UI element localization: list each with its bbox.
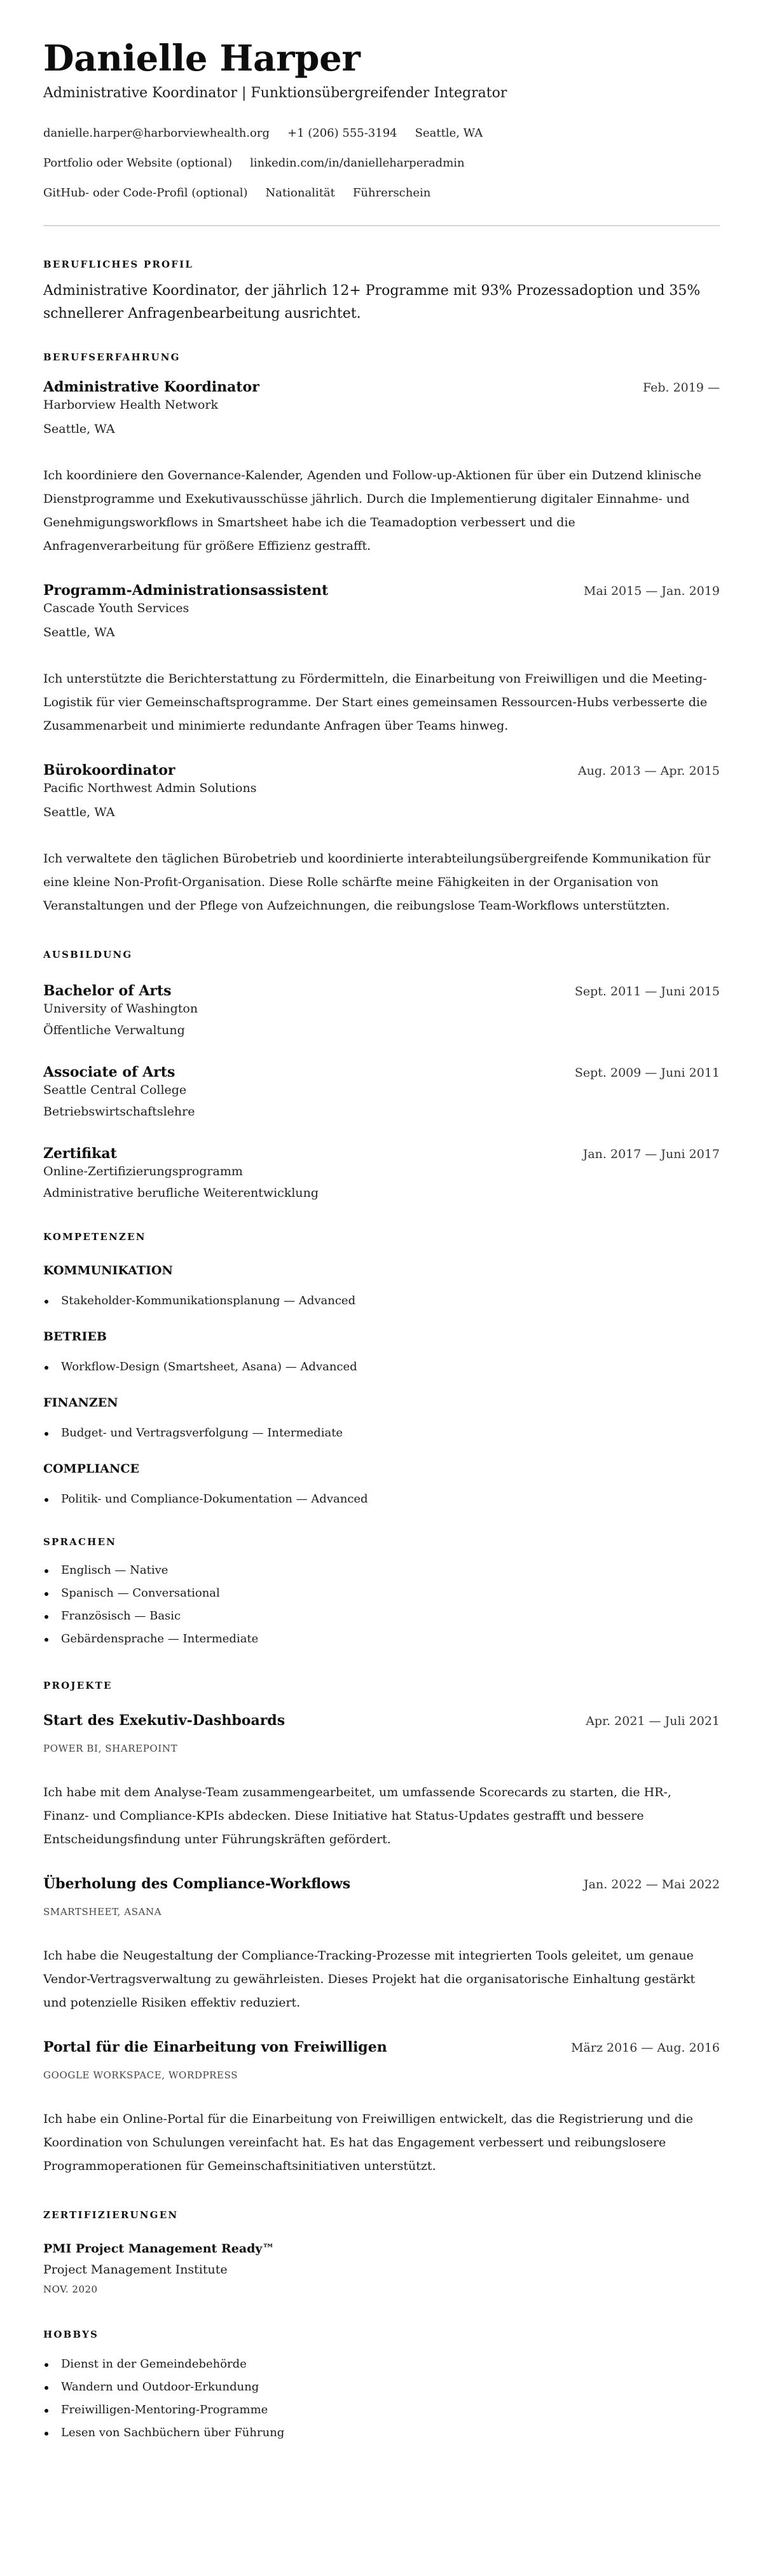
section-title-certifications: ZERTIFIZIERUNGEN: [43, 2209, 179, 2221]
language-item: Englisch — Native: [43, 1562, 720, 1579]
skill-category-title: COMPLIANCE: [43, 1462, 139, 1476]
education-date: Jan. 2017 — Juni 2017: [582, 1147, 720, 1161]
degree-title: Associate of Arts: [43, 1064, 175, 1080]
skill-category: [43, 1262, 720, 1309]
contact-drivers-license: Führerschein: [352, 186, 431, 200]
section-experience: [43, 351, 720, 918]
contact-row-links: [43, 156, 720, 171]
school-name: Seattle Central College: [43, 1083, 187, 1097]
project-tags: SMARTSHEET, ASANA: [43, 1906, 162, 1918]
hobby-item: Dienst in der Gemeindebehörde: [43, 2356, 720, 2373]
project-item: [43, 1711, 720, 1851]
section-title-projects: PROJEKTE: [43, 1680, 113, 1691]
job-location: Seattle, WA: [43, 625, 115, 639]
project-description: Ich habe mit dem Analyse-Team zusammengearbeitet, um umfassende Scorecards zu starten, die HR-, Finanz- und Compliance-KPIs abdecken. Diese Initiative hat Status-Updates gestrafft und bessere Entscheidungsfindung unter Führungskräften gefördert.: [43, 1785, 671, 1846]
education-date: Sept. 2011 — Juni 2015: [574, 985, 720, 998]
section-title-hobbies: HOBBYS: [43, 2329, 99, 2340]
candidate-name: Danielle Harper: [43, 37, 361, 79]
skill-category: [43, 1328, 720, 1375]
experience-item: [43, 761, 720, 918]
contact-row-primary: [43, 126, 720, 141]
project-item: [43, 2038, 720, 2178]
section-education: [43, 948, 720, 1201]
section-projects: [43, 1679, 720, 2178]
contact-email[interactable]: danielle.harper@harborviewhealth.org: [43, 126, 270, 140]
project-item: [43, 1874, 720, 2015]
job-title: Bürokoordinator: [43, 762, 175, 779]
job-description: Ich unterstützte die Berichterstattung zu Fördermitteln, die Einarbeitung von Freiwilligen und die Meeting-Logistik für vier Gemeinschaftsprogramme. Der Start eines gemeinsamen Ressourcen-Hubs verbesserte die Zusammenarbeit und minimierte redundante Anfragen über Teams hinweg.: [43, 672, 708, 733]
section-profile: [43, 258, 720, 325]
job-title: Programm-Administrationsassistent: [43, 582, 329, 599]
school-name: Online-Zertifizierungsprogramm: [43, 1164, 243, 1178]
skill-item: Politik- und Compliance-Dokumentation — Advanced: [43, 1491, 720, 1508]
skill-item: Stakeholder-Kommunikationsplanung — Advanced: [43, 1293, 720, 1309]
hobby-item: Freiwilligen-Mentoring-Programme: [43, 2402, 720, 2418]
job-date: Mai 2015 — Jan. 2019: [584, 584, 720, 598]
skill-category-title: KOMMUNIKATION: [43, 1264, 173, 1278]
project-tags: GOOGLE WORKSPACE, WORDPRESS: [43, 2069, 238, 2081]
language-item: Gebärdensprache — Intermediate: [43, 1631, 720, 1647]
project-description: Ich habe ein Online-Portal für die Einarbeitung von Freiwilligen entwickelt, das die Registrierung und die Koordination von Schulungen vereinfacht hat. Es hat das Engagement verbessert und reibungslosere Programmoperationen für Gemeinschaftsinitiativen unterstützt.: [43, 2112, 694, 2173]
section-title-skills: KOMPETENZEN: [43, 1231, 146, 1243]
contact-nationality: Nationalität: [265, 186, 335, 200]
job-company: Harborview Health Network: [43, 398, 218, 412]
candidate-tagline: Administrative Koordinator | Funktionsübergreifender Integrator: [43, 85, 507, 101]
job-description: Ich verwaltete den täglichen Bürobetrieb und koordinierte interabteilungsübergreifende Kommunikation für eine kleine Non-Profit-Organisation. Diese Rolle schärfte meine Fähigkeiten in der Organisation von Veranstaltungen und der Pflege von Aufzeichnungen, die reibungslose Team-Workflows unterstützten.: [43, 852, 711, 913]
degree-title: Bachelor of Arts: [43, 983, 172, 999]
school-name: University of Washington: [43, 1002, 198, 1016]
language-item: Spanisch — Conversational: [43, 1585, 720, 1602]
project-title: Portal für die Einarbeitung von Freiwilligen: [43, 2039, 387, 2055]
job-location: Seattle, WA: [43, 422, 115, 436]
certification-date: NOV. 2020: [43, 2284, 98, 2295]
skill-category-title: FINANZEN: [43, 1396, 118, 1410]
project-date: Jan. 2022 — Mai 2022: [584, 1877, 720, 1891]
job-date: Feb. 2019 —: [642, 381, 720, 395]
contact-portfolio[interactable]: Portfolio oder Website (optional): [43, 156, 233, 170]
project-date: März 2016 — Aug. 2016: [571, 2041, 720, 2055]
contact-github[interactable]: GitHub- oder Code-Profil (optional): [43, 186, 248, 200]
experience-item: [43, 378, 720, 558]
job-date: Aug. 2013 — Apr. 2015: [578, 764, 720, 778]
job-company: Cascade Youth Services: [43, 601, 189, 615]
project-date: Apr. 2021 — Juli 2021: [586, 1714, 720, 1728]
certification-issuer: Project Management Institute: [43, 2263, 228, 2277]
contact-linkedin[interactable]: linkedin.com/in/danielleharperadmin: [250, 156, 465, 170]
section-certifications: [43, 2209, 720, 2296]
hobby-item: Wandern und Outdoor-Erkundung: [43, 2379, 720, 2395]
section-title-profile: BERUFLICHES PROFIL: [43, 259, 194, 270]
contact-phone[interactable]: +1 (206) 555-3194: [287, 126, 397, 140]
project-tags: POWER BI, SHAREPOINT: [43, 1743, 178, 1754]
skill-item: Workflow-Design (Smartsheet, Asana) — Advanced: [43, 1359, 720, 1375]
job-company: Pacific Northwest Admin Solutions: [43, 781, 257, 795]
field-of-study: Öffentliche Verwaltung: [43, 1023, 185, 1037]
resume-header: [43, 38, 720, 226]
skill-category: [43, 1461, 720, 1508]
field-of-study: Betriebswirtschaftslehre: [43, 1105, 195, 1119]
project-title: Start des Exekutiv-Dashboards: [43, 1712, 285, 1729]
skill-category: [43, 1394, 720, 1441]
profile-summary: Administrative Koordinator, der jährlich 12+ Programme mit 93% Prozessadoption und 35% schnellerer Anfragenbearbeitung ausrichtet.: [43, 283, 701, 322]
certification-name: PMI Project Management Ready™: [43, 2242, 275, 2256]
experience-item: [43, 581, 720, 738]
job-location: Seattle, WA: [43, 805, 115, 819]
project-title: Überholung des Compliance-Workflows: [43, 1876, 351, 1892]
section-title-experience: BERUFSERFAHRUNG: [43, 351, 181, 363]
skill-item: Budget- und Vertragsverfolgung — Intermediate: [43, 1425, 720, 1441]
degree-title: Zertifikat: [43, 1145, 117, 1162]
section-skills: [43, 1230, 720, 1508]
section-hobbies: [43, 2328, 720, 2441]
header-divider: [43, 225, 720, 226]
contact-location: Seattle, WA: [415, 126, 483, 140]
section-languages: [43, 1536, 720, 1647]
education-date: Sept. 2009 — Juni 2011: [574, 1066, 720, 1080]
language-item: Französisch — Basic: [43, 1608, 720, 1625]
skill-category-title: BETRIEB: [43, 1330, 107, 1344]
education-item: [43, 981, 720, 1039]
job-description: Ich koordiniere den Governance-Kalender, Agenden und Follow-up-Aktionen für über ein Dutzend klinische Dienstprogramme und Exekutivausschüsse jährlich. Durch die Implementierung digitaler Einnahme- und Genehmigungsworkflows in Smartsheet habe ich die Teamadoption verbessert und die Anfragenverarbeitung für größere Effizienz gestrafft.: [43, 468, 702, 553]
section-title-education: AUSBILDUNG: [43, 949, 133, 960]
education-item: [43, 1063, 720, 1120]
section-title-languages: SPRACHEN: [43, 1536, 117, 1548]
certification-item: [43, 2240, 720, 2296]
job-title: Administrative Koordinator: [43, 379, 259, 395]
education-item: [43, 1144, 720, 1201]
contact-row-extra: [43, 186, 720, 201]
hobby-item: Lesen von Sachbüchern über Führung: [43, 2425, 720, 2441]
field-of-study: Administrative berufliche Weiterentwicklung: [43, 1186, 319, 1200]
project-description: Ich habe die Neugestaltung der Compliance-Tracking-Prozesse mit integrierten Tools geleitet, um genaue Vendor-Vertragsverwaltung zu gewährleisten. Dieses Projekt hat die organisatorische Einhaltung gestärkt und potenzielle Risiken effektiv reduziert.: [43, 1949, 696, 2010]
